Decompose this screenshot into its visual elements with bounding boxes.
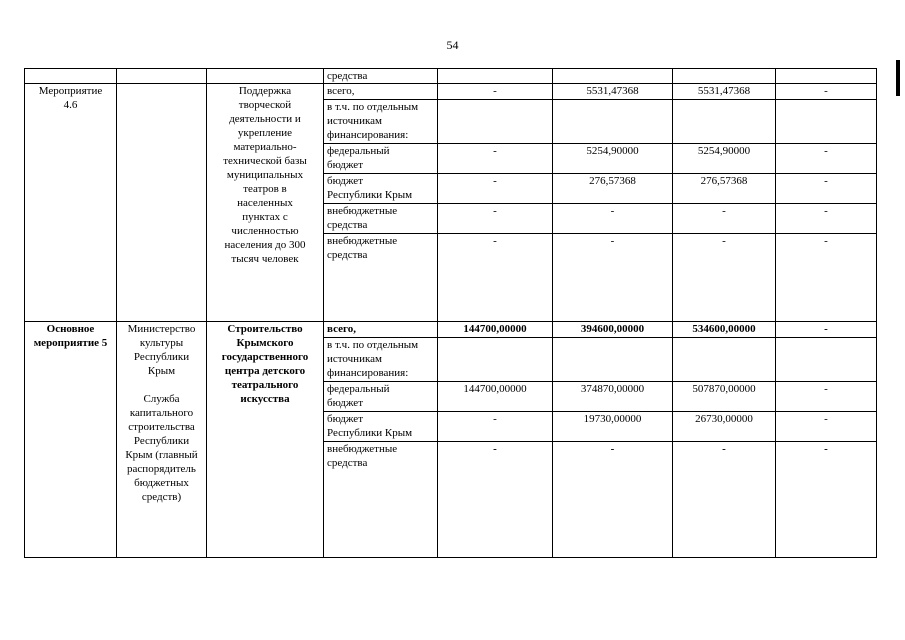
table-row <box>25 69 877 84</box>
value-cell <box>673 100 776 144</box>
value-cell: 5531,47368 <box>553 84 673 100</box>
value-cell: - <box>438 174 553 204</box>
value-cell: 394600,00000 <box>553 322 673 338</box>
value-cell: - <box>553 204 673 234</box>
budget-table <box>24 68 877 558</box>
activity-name: Мероприятие 4.6 <box>25 84 117 322</box>
value-cell: - <box>553 442 673 558</box>
value-cell: - <box>553 234 673 322</box>
source-cell: всего, <box>324 322 438 338</box>
value-cell <box>776 338 877 382</box>
value-cell: 276,57368 <box>553 174 673 204</box>
value-cell: - <box>776 412 877 442</box>
source-cell: внебюджетные средства <box>324 204 438 234</box>
activity-description: Поддержка творческой деятельности и укрепление материально- технической базы муниципальных театров в населенных пунктах с численностью населения до 300 тысяч человек <box>207 84 324 322</box>
source-cell: средства <box>324 69 438 84</box>
value-cell: - <box>776 322 877 338</box>
page-number: 54 <box>446 38 459 52</box>
value-cell: - <box>673 442 776 558</box>
table-row <box>25 84 877 100</box>
source-cell: всего, <box>324 84 438 100</box>
value-cell: - <box>438 412 553 442</box>
value-cell: - <box>776 234 877 322</box>
source-cell: внебюджетные средства <box>324 442 438 558</box>
value-cell <box>438 100 553 144</box>
value-cell <box>438 338 553 382</box>
value-cell: - <box>776 144 877 174</box>
source-cell: в т.ч. по отдельным источникам финансирования: <box>324 100 438 144</box>
value-cell: 5531,47368 <box>673 84 776 100</box>
value-cell: - <box>438 84 553 100</box>
value-cell: 26730,00000 <box>673 412 776 442</box>
value-cell: - <box>776 84 877 100</box>
value-cell: 374870,00000 <box>553 382 673 412</box>
source-cell: внебюджетные средства <box>324 234 438 322</box>
activity-executor <box>117 84 207 322</box>
source-cell: в т.ч. по отдельным источникам финансирования: <box>324 338 438 382</box>
value-cell: - <box>438 442 553 558</box>
source-cell: бюджет Республики Крым <box>324 412 438 442</box>
value-cell: - <box>776 382 877 412</box>
table-row <box>25 322 877 338</box>
value-cell: - <box>438 204 553 234</box>
source-cell: федеральный бюджет <box>324 382 438 412</box>
value-cell: - <box>673 204 776 234</box>
value-cell <box>673 338 776 382</box>
activity-description: Строительство Крымского государственного центра детского театрального искусства <box>207 322 324 558</box>
value-cell <box>553 338 673 382</box>
activity-executor: Министерство культуры Республики Крым Служба капитального строительства Республики Крым (главный распорядитель бюджетных средств) <box>117 322 207 558</box>
value-cell: 5254,90000 <box>553 144 673 174</box>
activity-name: Основное мероприятие 5 <box>25 322 117 558</box>
value-cell: - <box>776 174 877 204</box>
value-cell: - <box>776 204 877 234</box>
value-cell: 144700,00000 <box>438 322 553 338</box>
source-cell: федеральный бюджет <box>324 144 438 174</box>
value-cell <box>553 100 673 144</box>
value-cell: - <box>673 234 776 322</box>
value-cell: - <box>438 144 553 174</box>
value-cell: 19730,00000 <box>553 412 673 442</box>
value-cell: 144700,00000 <box>438 382 553 412</box>
value-cell: - <box>776 442 877 558</box>
value-cell <box>776 100 877 144</box>
value-cell: 5254,90000 <box>673 144 776 174</box>
value-cell: 507870,00000 <box>673 382 776 412</box>
value-cell: 276,57368 <box>673 174 776 204</box>
source-cell: бюджет Республики Крым <box>324 174 438 204</box>
value-cell: - <box>438 234 553 322</box>
binding-mark <box>896 60 900 96</box>
value-cell: 534600,00000 <box>673 322 776 338</box>
